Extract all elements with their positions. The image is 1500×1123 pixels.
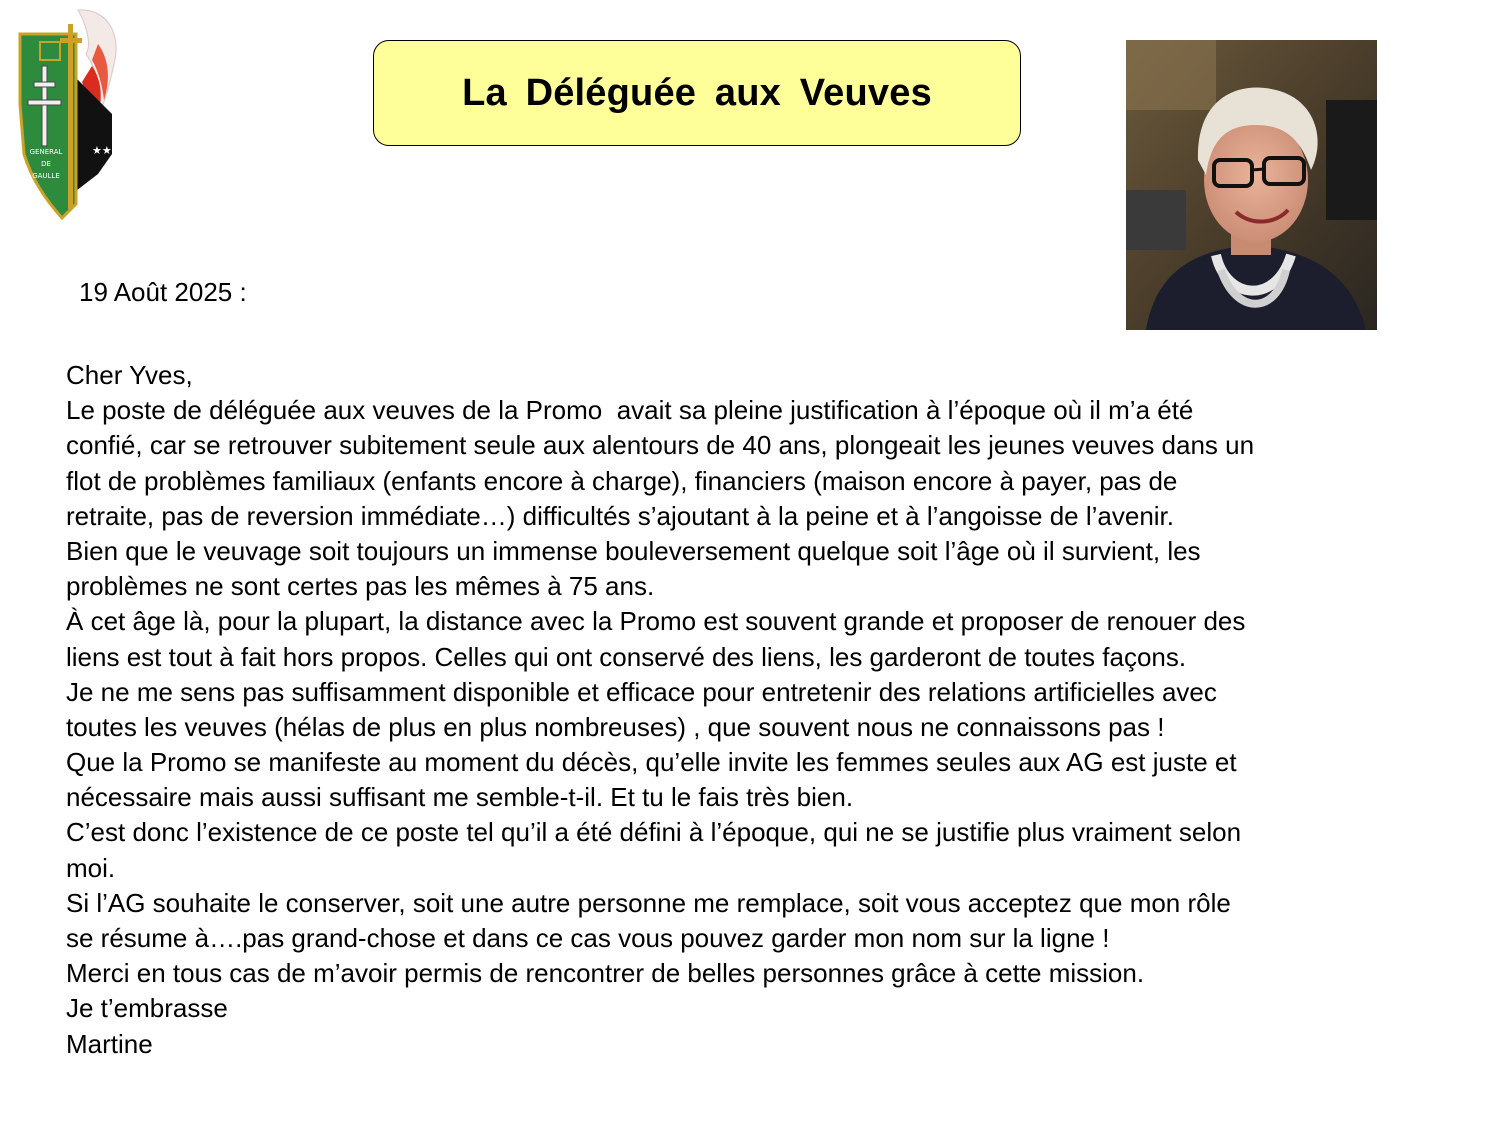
- letter-closing: Je t’embrasse: [66, 993, 228, 1024]
- letter-line: Bien que le veuvage soit toujours un immense bouleversement quelque soit l’âge où il survient, les: [66, 535, 1201, 566]
- svg-text:GENERAL: GENERAL: [29, 148, 63, 156]
- letter-line: liens est tout à fait hors propos. Celles qui ont conservé des liens, les garderont de toutes façons.: [66, 641, 1187, 672]
- letter-line: Cher Yves,: [66, 360, 193, 390]
- letter-line: Si l’AG souhaite le conserver, soit une autre personne me remplace, soit vous acceptez que mon rôle: [66, 887, 1231, 918]
- svg-text:GAULLE: GAULLE: [32, 172, 60, 180]
- letter-line: confié, car se retrouver subitement seule aux alentours de 40 ans, plongeait les jeunes veuves dans un: [66, 430, 1255, 461]
- portrait-photo: [1126, 40, 1377, 330]
- letter-date: 19 Août 2025 :: [79, 277, 247, 307]
- letter-line: Que la Promo se manifeste au moment du décès, qu’elle invite les femmes seules aux AG est juste et: [66, 747, 1237, 778]
- cross-of-lorraine-insignia-icon: [12, 4, 124, 220]
- title-box: [373, 40, 1021, 146]
- letter-line: retraite, pas de reversion immédiate…) difficultés s’ajoutant à la peine et à l’angoisse de l’avenir.: [66, 500, 1175, 531]
- letter-line: flot de problèmes familiaux (enfants encore à charge), financiers (maison encore à payer, pas de: [66, 465, 1178, 496]
- letter-line: toutes les veuves (hélas de plus en plus nombreuses) , que souvent nous ne connaissons pas !: [66, 711, 1165, 742]
- letter-body: [66, 358, 1466, 1062]
- letter-line: Merci en tous cas de m’avoir permis de rencontrer de belles personnes grâce à cette mission.: [66, 958, 1145, 989]
- letter-line: nécessaire mais aussi suffisant me semble-t-il. Et tu le fais très bien.: [66, 782, 854, 813]
- letter-signature: Martine: [66, 1028, 153, 1059]
- letter-line: problèmes ne sont certes pas les mêmes à 75 ans.: [66, 571, 655, 602]
- page-title: La Déléguée aux Veuves: [462, 71, 932, 114]
- letter-line: Je ne me sens pas suffisamment disponible et efficace pour entretenir des relations artificielles avec: [66, 676, 1217, 707]
- letter-line: À cet âge là, pour la plupart, la distance avec la Promo est souvent grande et proposer de renouer des: [66, 606, 1246, 637]
- svg-text:DE: DE: [41, 160, 51, 168]
- svg-text:★★: ★★: [92, 144, 112, 157]
- letter-line: moi.: [66, 852, 116, 883]
- letter-line: Le poste de déléguée aux veuves de la Promo avait sa pleine justification à l’époque où il m’a été: [66, 395, 1194, 426]
- letter-line: C’est donc l’existence de ce poste tel qu’il a été défini à l’époque, qui ne se justifie plus vraiment selon: [66, 817, 1242, 848]
- letter-line: se résume à….pas grand-chose et dans ce cas vous pouvez garder mon nom sur la ligne !: [66, 923, 1110, 953]
